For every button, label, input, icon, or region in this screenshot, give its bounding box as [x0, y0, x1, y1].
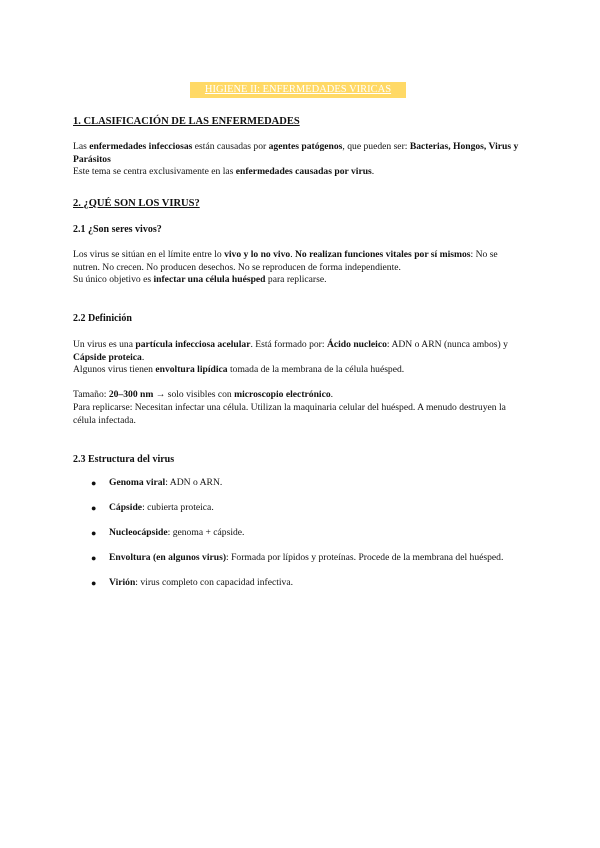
- list-item: ● Nucleocápside: genoma + cápside.: [91, 527, 245, 539]
- list-item: ● Genoma viral: ADN o ARN.: [91, 477, 223, 488]
- section-2-2-paragraph-1: Un virus es una partícula infecciosa acelular. Está formado por: Ácido nucleico: ADN o ARN (nunca ambos) y Cápside proteica.: [73, 339, 508, 363]
- bullet-icon: ●: [91, 503, 97, 514]
- section-1-paragraph-1: Las enfermedades infecciosas están causadas por agentes patógenos, que pueden ser: Bacterias, Hongos, Virus y Parásitos: [73, 141, 519, 165]
- section-2-1-paragraph-2: Su único objetivo es infectar una célula huésped para replicarse.: [73, 274, 327, 285]
- structure-list: [73, 477, 526, 602]
- section-2-2-paragraph-3: Tamaño: 20–300 nm → solo visibles con microscopio electrónico.: [73, 389, 334, 400]
- section-2-2-paragraph-2: Algunos virus tienen envoltura lipídica tomada de la membrana de la célula huésped.: [73, 364, 405, 375]
- bullet-icon: ●: [91, 528, 97, 539]
- section-2-1-heading: 2.1 ¿Son seres vivos?: [73, 224, 162, 235]
- section-1-heading: 1. CLASIFICACIÓN DE LAS ENFERMEDADES: [73, 116, 300, 127]
- section-1-paragraph-2: Este tema se centra exclusivamente en las enfermedades causadas por virus.: [73, 166, 375, 177]
- bullet-icon: ●: [91, 578, 97, 589]
- bullet-icon: ●: [91, 553, 97, 564]
- section-2-heading: 2. ¿QUÉ SON LOS VIRUS?: [73, 198, 200, 209]
- section-2-3-heading: 2.3 Estructura del virus: [73, 454, 175, 465]
- section-2-2-paragraph-4: Para replicarse: Necesitan infectar una célula. Utilizan la maquinaria celular del huésped. A menudo destruyen la célula infectada.: [73, 402, 506, 426]
- list-item: ● Cápside: cubierta proteica.: [91, 502, 214, 514]
- document-title: HIGIENE II: ENFERMEDADES VIRICAS: [190, 82, 406, 98]
- list-item: ● Envoltura (en algunos virus): Formada por lípidos y proteínas. Procede de la membrana del huésped.: [91, 552, 504, 564]
- bullet-icon: ●: [91, 478, 97, 488]
- section-2-1-paragraph-1: Los virus se sitúan en el límite entre lo vivo y lo no vivo. No realizan funciones vitales por sí mismos: No se nutren. No crecen. No producen desechos. No se reproducen de forma independiente.: [73, 249, 498, 273]
- section-2-2-heading: 2.2 Definición: [73, 313, 132, 324]
- list-item: ● Virión: virus completo con capacidad infectiva.: [91, 577, 293, 589]
